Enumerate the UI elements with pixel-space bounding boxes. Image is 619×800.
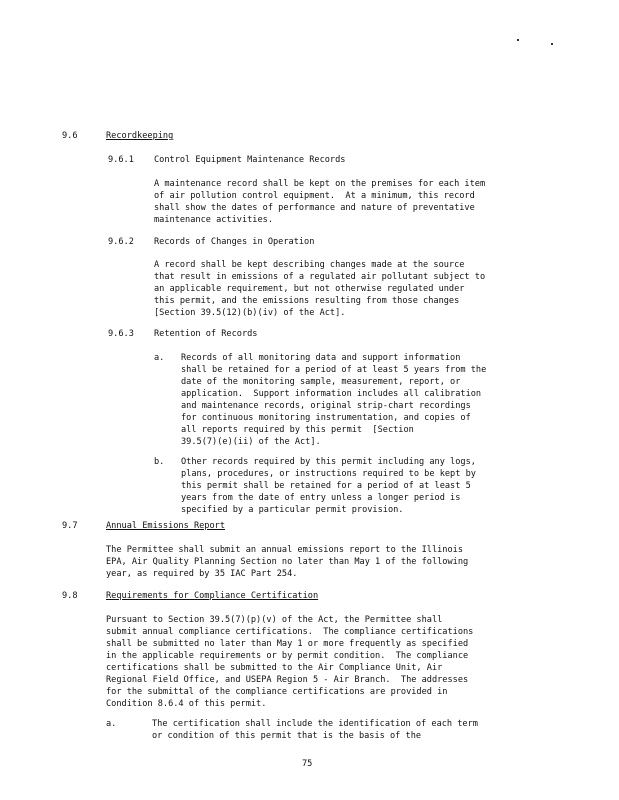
list-item-line: application. Support information includes all calibration xyxy=(181,389,482,399)
list-label: a. xyxy=(106,719,117,729)
paragraph-line: A record shall be kept describing changes made at the source xyxy=(154,260,465,270)
paragraph-line: Regional Field Office, and USEPA Region 5 - Air Branch. The addresses xyxy=(106,675,469,685)
section-number: 9.6 xyxy=(62,131,78,141)
scan-speck xyxy=(551,43,553,45)
subsection-heading: Control Equipment Maintenance Records xyxy=(154,155,346,165)
paragraph-line: this permit, and the emissions resulting from those changes xyxy=(154,296,460,306)
list-item-line: and maintenance records, original strip-chart recordings xyxy=(181,401,471,411)
subsection-heading: Retention of Records xyxy=(154,329,258,339)
subsection-number: 9.6.3 xyxy=(108,329,134,339)
list-item-line: The certification shall include the identification of each term xyxy=(152,719,478,729)
list-label: a. xyxy=(154,353,165,363)
paragraph-line: year, as required by 35 IAC Part 254. xyxy=(106,569,298,579)
list-item-line: all reports required by this permit [Section xyxy=(181,425,414,435)
list-item-line: years from the date of entry unless a longer period is xyxy=(181,493,461,503)
paragraph-line: Pursuant to Section 39.5(7)(p)(v) of the Act, the Permittee shall xyxy=(106,615,443,625)
list-item-line: for continuous monitoring instrumentation, and copies of xyxy=(181,413,471,423)
paragraph-line: A maintenance record shall be kept on the premises for each item xyxy=(154,179,486,189)
list-item-line: or condition of this permit that is the basis of the xyxy=(152,731,422,741)
list-item-line: 39.5(7)(e)(ii) of the Act]. xyxy=(181,437,321,447)
paragraph-line: certifications shall be submitted to the Air Compliance Unit, Air xyxy=(106,663,443,673)
list-item-line: Other records required by this permit including any logs, xyxy=(181,457,476,467)
paragraph-line: EPA, Air Quality Planning Section no later than May 1 of the following xyxy=(106,557,469,567)
list-item-line: shall be retained for a period of at least 5 years from the xyxy=(181,365,487,375)
list-label: b. xyxy=(154,457,165,467)
page-number: 75 xyxy=(302,759,313,769)
paragraph-line: shall show the dates of performance and nature of preventative xyxy=(154,203,475,213)
section-heading: Annual Emissions Report xyxy=(106,521,225,531)
paragraph-line: submit annual compliance certifications. The compliance certifications xyxy=(106,627,474,637)
paragraph-line: an applicable requirement, but not otherwise regulated under xyxy=(154,284,465,294)
list-item-line: specified by a particular permit provision. xyxy=(181,505,404,515)
subsection-number: 9.6.2 xyxy=(108,237,134,247)
paragraph-line: that result in emissions of a regulated air pollutant subject to xyxy=(154,272,486,282)
paragraph-line: in the applicable requirements or by permit condition. The compliance xyxy=(106,651,469,661)
paragraph-line: shall be submitted no later than May 1 or more frequently as specified xyxy=(106,639,469,649)
section-heading: Requirements for Compliance Certification xyxy=(106,591,319,601)
paragraph-line: maintenance activities. xyxy=(154,215,273,225)
paragraph-line: for the submittal of the compliance certifications are provided in xyxy=(106,687,448,697)
section-number: 9.7 xyxy=(62,521,78,531)
subsection-number: 9.6.1 xyxy=(108,155,134,165)
list-item-line: date of the monitoring sample, measurement, report, or xyxy=(181,377,461,387)
list-item-line: plans, procedures, or instructions required to be kept by xyxy=(181,469,476,479)
scan-speck xyxy=(517,39,519,41)
list-item-line: Records of all monitoring data and support information xyxy=(181,353,461,363)
paragraph-line: [Section 39.5(12)(b)(iv) of the Act]. xyxy=(154,308,346,318)
section-number: 9.8 xyxy=(62,591,78,601)
paragraph-line: of air pollution control equipment. At a minimum, this record xyxy=(154,191,475,201)
paragraph-line: Condition 8.6.4 of this permit. xyxy=(106,699,267,709)
list-item-line: this permit shall be retained for a period of at least 5 xyxy=(181,481,471,491)
paragraph-line: The Permittee shall submit an annual emissions report to the Illinois xyxy=(106,545,463,555)
subsection-heading: Records of Changes in Operation xyxy=(154,237,315,247)
section-heading: Recordkeeping xyxy=(106,131,174,141)
